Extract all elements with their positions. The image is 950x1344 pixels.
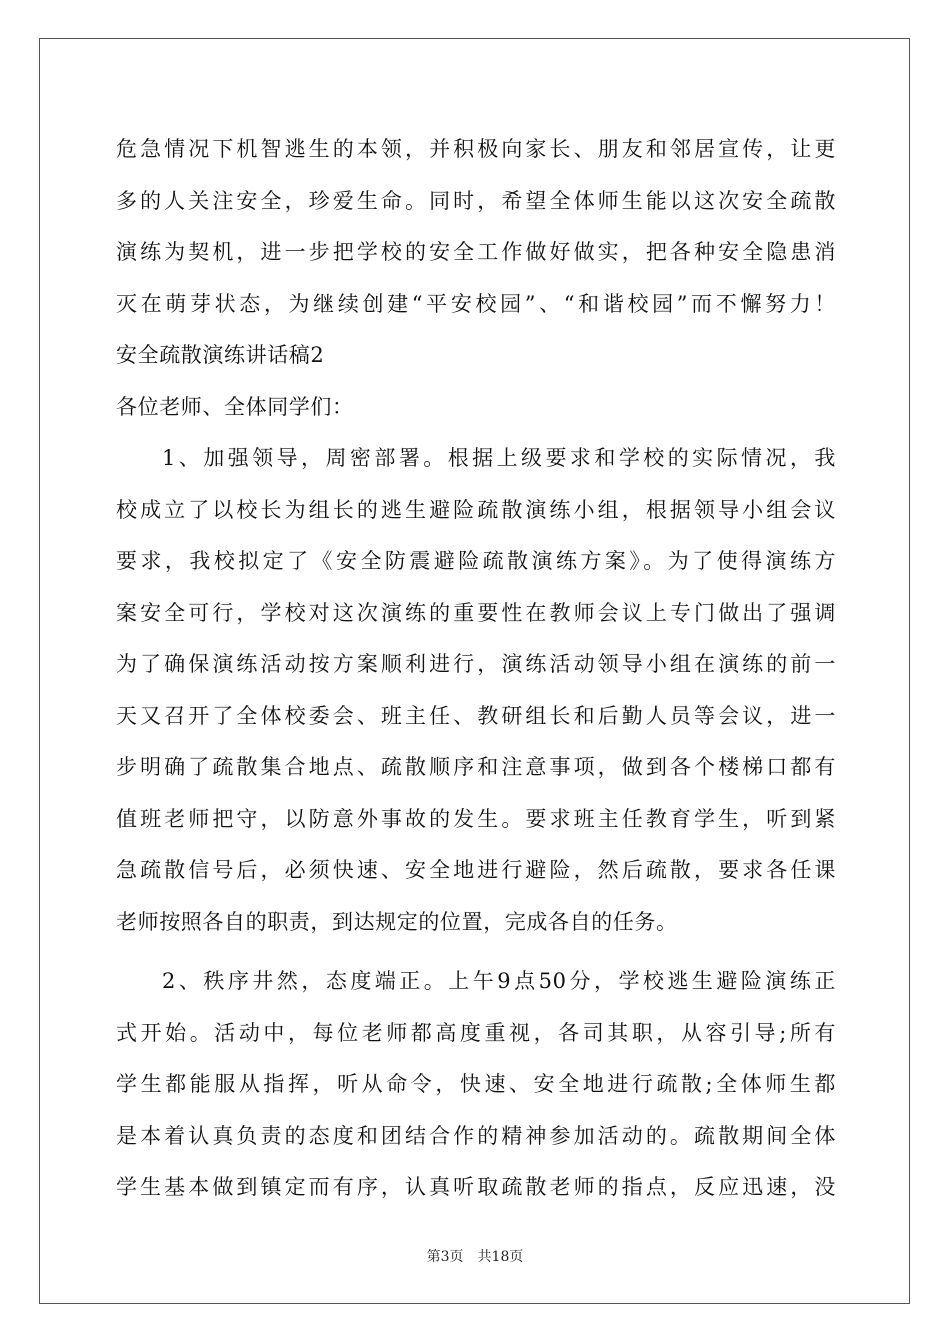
text-line: 多的人关注安全，珍爱生命。同时，希望全体师生能以这次安全疏散	[116, 188, 836, 213]
page-number: 第3页	[426, 1249, 464, 1265]
text-line: 危急情况下机智逃生的本领，并积极向家长、朋友和邻居宣传，让更	[116, 137, 836, 161]
page-footer	[0, 1246, 950, 1266]
salutation: 各位老师、全体同学们：	[116, 394, 354, 419]
text-line: 是本着认真负责的态度和团结合作的精神参加活动的。疏散期间全体	[116, 1123, 836, 1148]
page-total: 共18页	[477, 1249, 524, 1265]
text-line: 案安全可行，学校对这次演练的重要性在教师会议上专门做出了强调	[116, 600, 836, 625]
paragraph-end: 老师按照各自的职责，到达规定的位置，完成各自的任务。	[116, 909, 678, 934]
section-title: 安全疏散演练讲话稿2	[116, 343, 325, 367]
text-line: 要求，我校拟定了《安全防震避险疏散演练方案》。为了使得演练方	[116, 549, 836, 573]
text-line: 值班老师把守，以防意外事故的发生。要求班主任教育学生，听到紧	[116, 806, 836, 831]
paragraph-start: 1、加强领导，周密部署。根据上级要求和学校的实际情况，我	[162, 446, 836, 470]
text-line: 步明确了疏散集合地点、疏散顺序和注意事项，做到各个楼梯口都有	[116, 755, 836, 779]
document-body	[116, 128, 836, 1218]
text-line: 学生都能服从指挥，听从命令，快速、安全地进行疏散;全体师生都	[116, 1072, 836, 1096]
text-line: 为了确保演练活动按方案顺利进行，演练活动领导小组在演练的前一	[116, 652, 836, 676]
text-line: 学生基本做到镇定而有序，认真听取疏散老师的指点，反应迅速，没	[116, 1175, 836, 1199]
text-line: 演练为契机，进一步把学校的安全工作做好做实，把各种安全隐患消	[116, 240, 836, 264]
text-line: 式开始。活动中，每位老师都高度重视，各司其职，从容引导;所有	[116, 1020, 836, 1045]
text-line: 天又召开了全体校委会、班主任、教研组长和后勤人员等会议，进一	[116, 703, 836, 728]
paragraph-start: 2、秩序井然，态度端正。上午9点50分，学校逃生避险演练正	[162, 969, 836, 993]
text-line: 急疏散信号后，必须快速、安全地进行避险，然后疏散，要求各任课	[116, 858, 836, 882]
text-line: 校成立了以校长为组长的逃生避险疏散演练小组，根据领导小组会议	[116, 497, 836, 522]
paragraph-gap	[116, 952, 836, 960]
text-line: 灭在萌芽状态，为继续创建“平安校园”、“和谐校园”而不懈努力！	[116, 291, 836, 316]
